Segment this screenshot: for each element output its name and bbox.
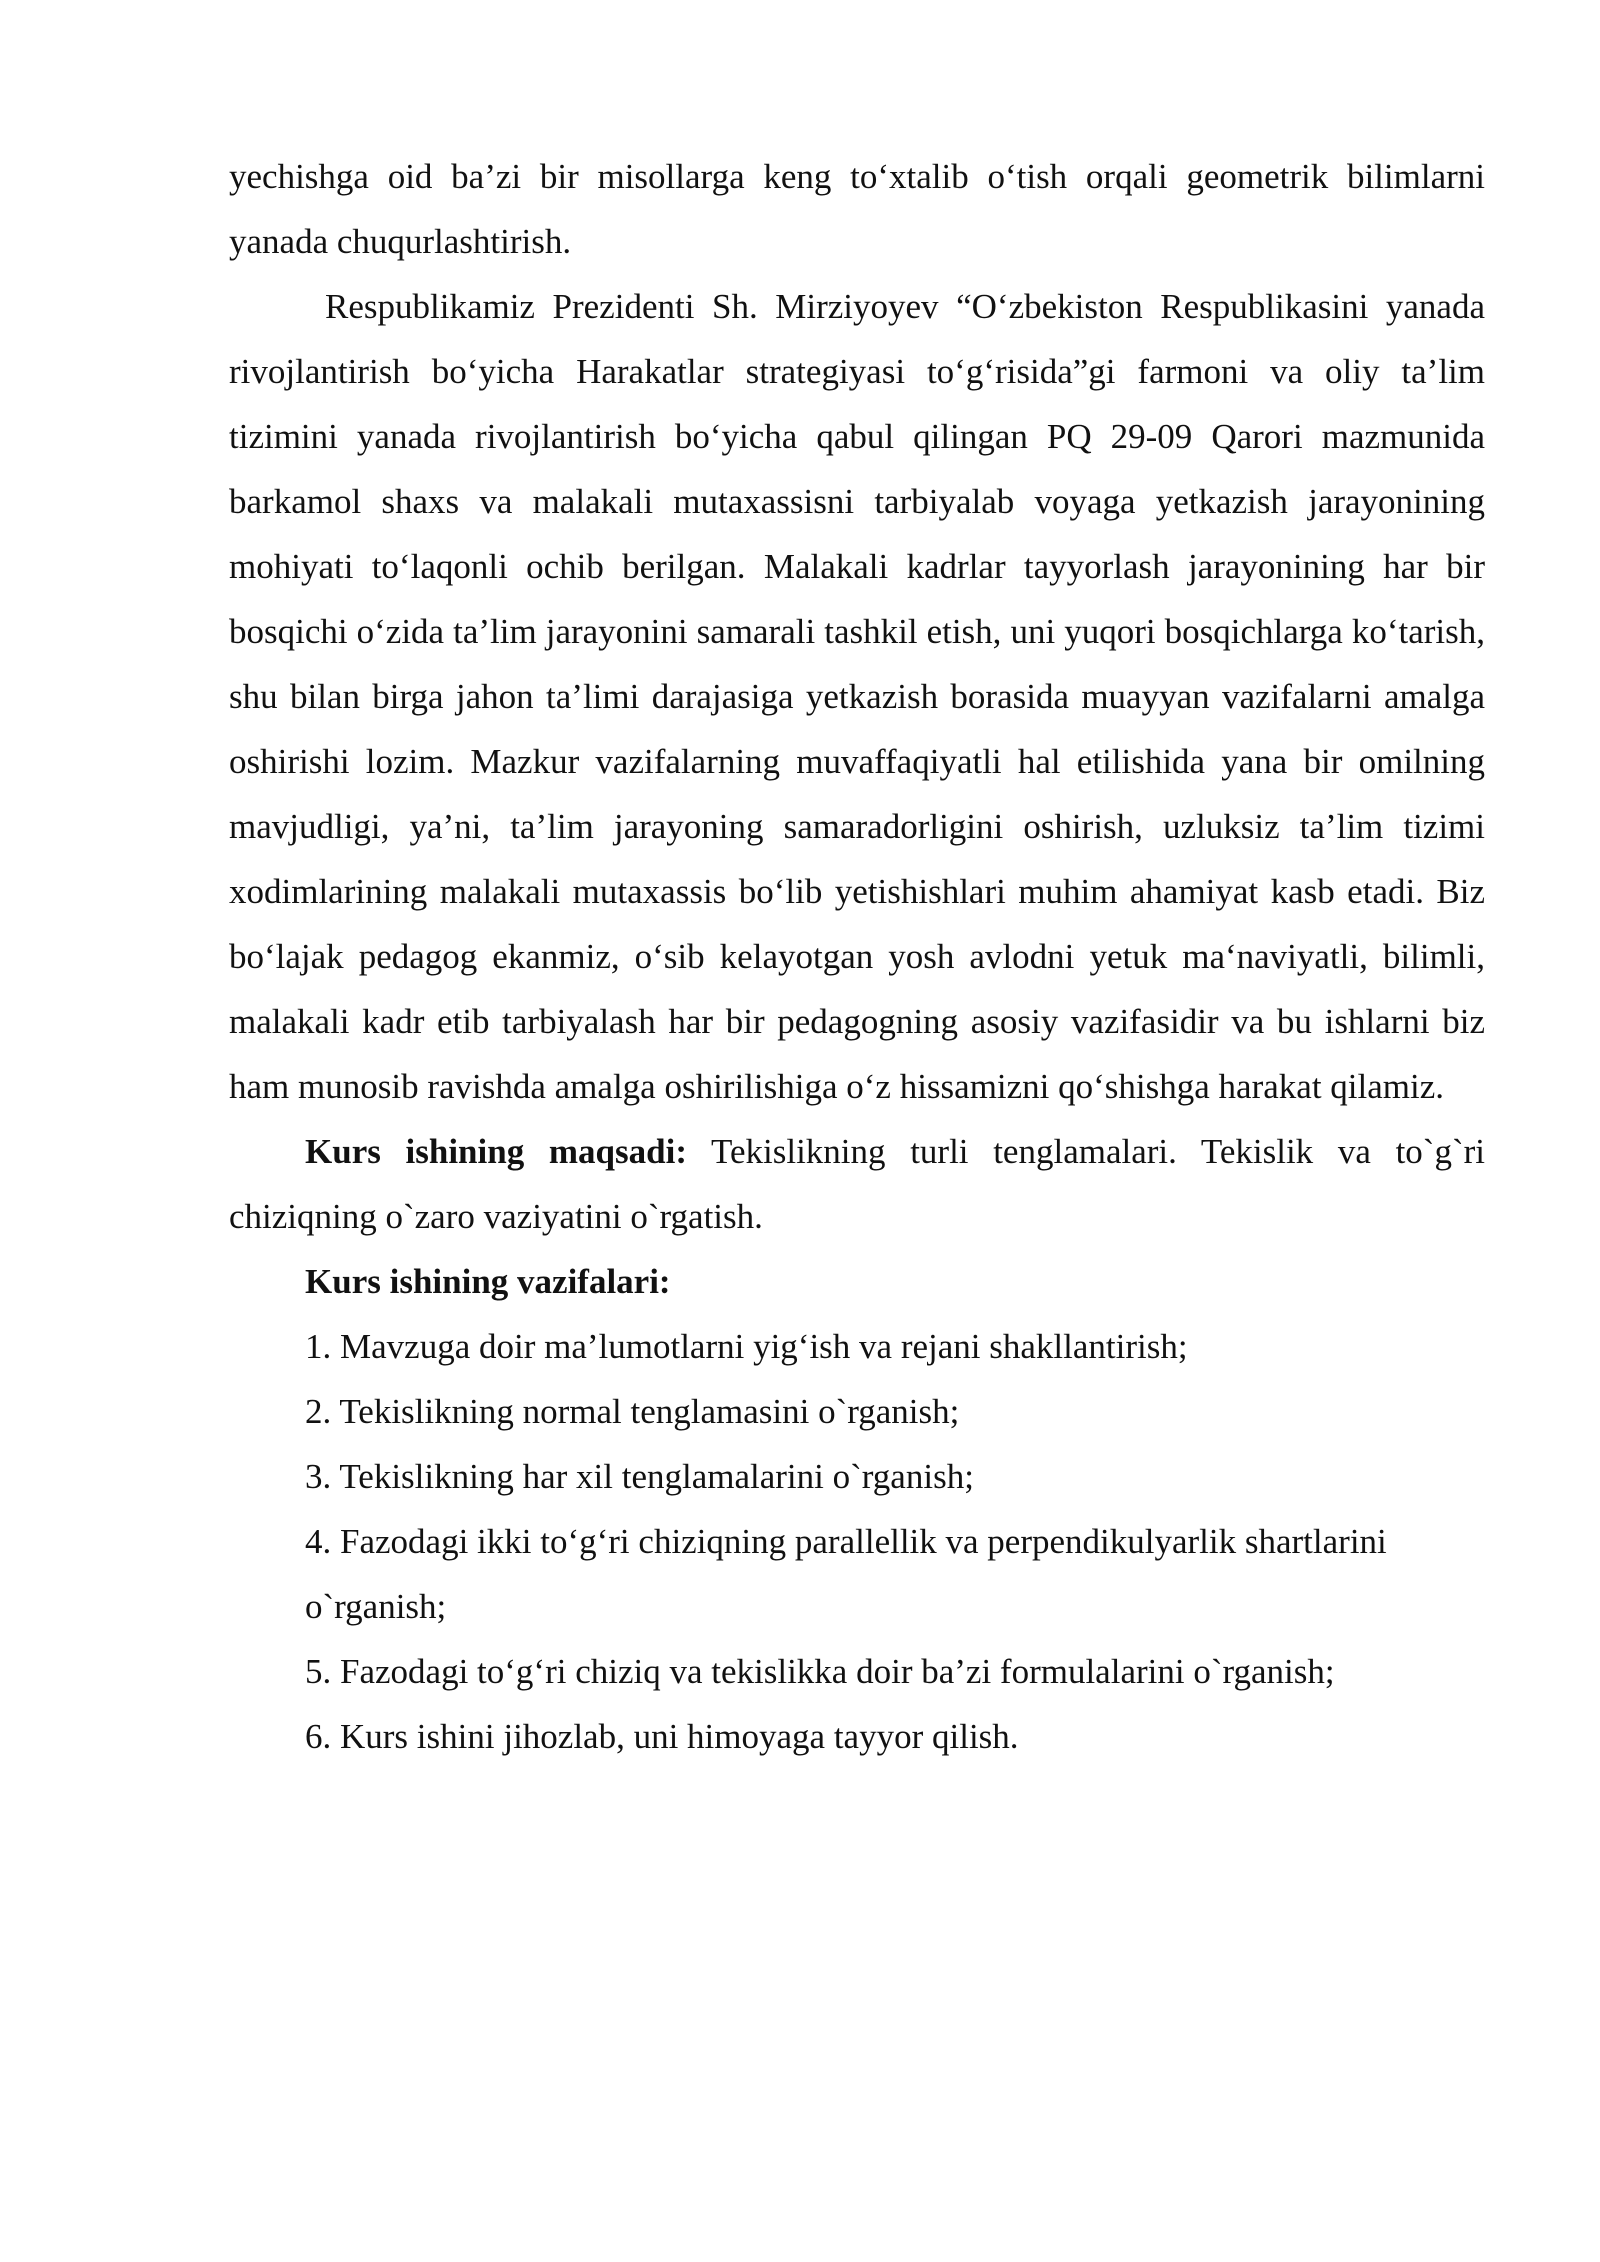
list-item: 5. Fazodagi to‘g‘ri chiziq va tekislikka doir ba’zi formulalarini o`rganish; — [305, 1652, 1335, 1691]
list-item: 6. Kurs ishini jihozlab, uni himoyaga tayyor qilish. — [305, 1717, 1019, 1756]
list-item: 1. Mavzuga doir ma’lumotlarni yig‘ish va rejani shakllantirish; — [305, 1327, 1188, 1366]
tasks-heading — [229, 1249, 1485, 1314]
list-item: 2. Tekislikning normal tenglamasini o`rganish; — [305, 1392, 960, 1431]
list-item: 3. Tekislikning har xil tenglamalarini o`rganish; — [305, 1457, 974, 1496]
tasks-list — [229, 1314, 1485, 1769]
paragraph-president-decree: Respublikamiz Prezidenti Sh. Mirziyoyev “O‘zbekiston Respublikasini yanada rivojlantirish bo‘yicha Harakatlar strategiyasi to‘g‘risida”gi farmoni va oliy ta’lim tizimini yanada rivojlantirish bo‘yicha qabul qilingan PQ 29-09 Qarori mazmunida barkamol shaxs va malakali mutaxassisni tarbiyalab voyaga yetkazish jarayonining mohiyati to‘laqonli ochib berilgan. Malakali kadrlar tayyorlash jarayonining har bir bosqichi o‘zida ta’lim jarayonini samarali tashkil etish, uni yuqori bosqichlarga ko‘tarish, shu bilan birga jahon ta’limi darajasiga yetkazish borasida muayyan vazifalarni amalga oshirishi lozim. Mazkur vazifalarning muvaffaqiyatli hal etilishida yana bir omilning mavjudligi, ya’ni, ta’lim jarayoning samaradorligini oshirish, uzluksiz ta’lim tizimi xodimlarining malakali mutaxassis bo‘lib yetishishlari muhim ahamiyat kasb etadi. Biz bo‘lajak pedagog ekanmiz, o‘sib kelayotgan yosh avlodni yetuk ma‘naviyatli, bilimli, malakali kadr etib tarbiyalash har bir pedagogning asosiy vazifasidir va bu ishlarni biz ham munosib ravishda amalga oshirilishiga o‘z hissamizni qo‘shishga harakat qilamiz. — [229, 287, 1485, 1106]
paragraph-course-goal — [229, 1119, 1485, 1249]
paragraph-continued: yechishga oid ba’zi bir misollarga keng to‘xtalib o‘tish orqali geometrik bilimlarni yanada chuqurlashtirish. — [229, 157, 1485, 261]
tasks-heading-text: Kurs ishining vazifalari: — [305, 1262, 671, 1301]
document-body — [229, 144, 1485, 1769]
goal-label: Kurs ishining maqsadi: — [305, 1132, 687, 1171]
list-item: 4. Fazodagi ikki to‘g‘ri chiziqning parallellik va perpendikulyarlik shartlarini o`rganish; — [305, 1522, 1387, 1626]
goal-text: Tekislikning turli tenglamalari. Tekislik va to`g`ri chiziqning o`zaro vaziyatini o`rgatish. — [229, 1132, 1485, 1236]
